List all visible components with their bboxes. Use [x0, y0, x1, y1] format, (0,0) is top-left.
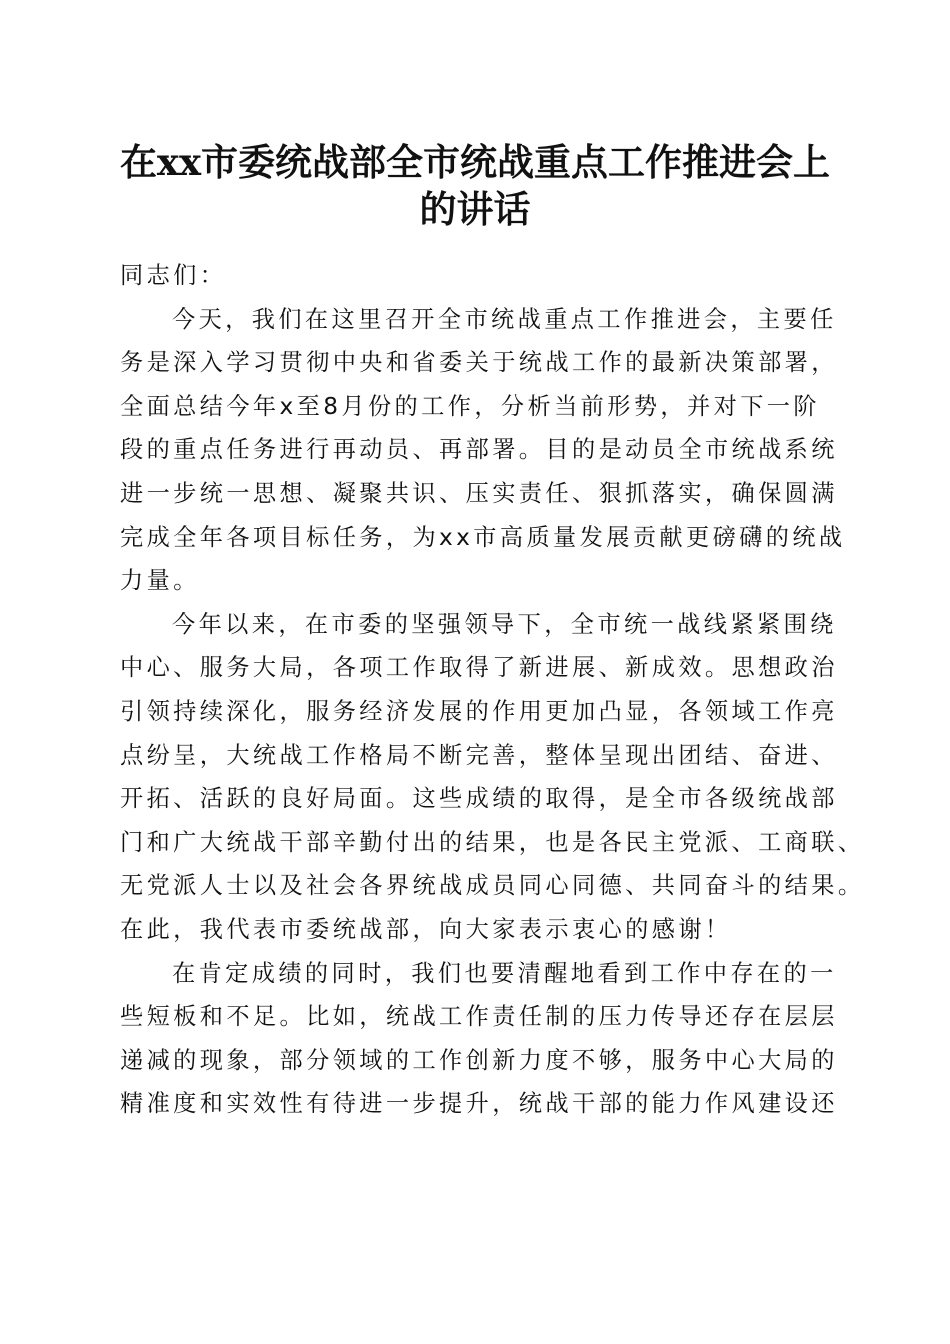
body-text-line: 进一步统一思想、凝聚共识、压实责任、狠抓落实，确保圆满 [120, 479, 838, 507]
body-text-line: 务是深入学习贯彻中央和省委关于统战工作的最新决策部署， [120, 349, 838, 377]
body-text-line: 今年以来，在市委的坚强领导下，全市统一战线紧紧围绕 [172, 610, 837, 638]
body-text-line: 开拓、活跃的良好局面。这些成绩的取得，是全市各级统战部 [120, 785, 838, 813]
body-text-line: 无党派人士以及社会各界统战成员同心同德、共同奋斗的结果。 [120, 872, 865, 900]
body-text-line: 些短板和不足。比如，统战工作责任制的压力传导还存在层层 [120, 1003, 838, 1031]
body-text-line: 段的重点任务进行再动员、再部署。目的是动员全市统战系统 [120, 436, 838, 464]
body-text-line: 点纷呈，大统战工作格局不断完善，整体呈现出团结、奋进、 [120, 741, 838, 769]
body-text-line: 精准度和实效性有待进一步提升，统战干部的能力作风建设还 [120, 1090, 838, 1118]
body-text-line: 中心、服务大局，各项工作取得了新进展、新成效。思想政治 [120, 654, 838, 682]
body-text-line: 力量。 [120, 567, 200, 595]
body-text-line: 在此，我代表市委统战部，向大家表示衷心的感谢！ [120, 915, 732, 943]
body-text-line: 全面总结今年x至8月份的工作，分析当前形势，并对下一阶 [120, 392, 820, 420]
body-text-line: 门和广大统战干部辛勤付出的结果，也是各民主党派、工商联、 [120, 828, 865, 856]
document-title-line-2: 的讲话 [419, 187, 531, 231]
body-text-line: 在肯定成绩的同时，我们也要清醒地看到工作中存在的一 [172, 959, 837, 987]
document-body [120, 254, 865, 1126]
salutation: 同志们： [120, 262, 227, 289]
body-text-line: 引领持续深化，服务经济发展的作用更加凸显，各领域工作亮 [120, 697, 838, 725]
body-paragraphs [120, 298, 865, 1126]
body-text-line: 递减的现象，部分领域的工作创新力度不够，服务中心大局的 [120, 1046, 838, 1074]
document-title-line-1: 在xx市委统战部全市统战重点工作推进会上 [119, 140, 831, 184]
body-text-line: 完成全年各项目标任务，为xx市高质量发展贡献更磅礴的统战 [120, 523, 846, 551]
body-text-line: 今天，我们在这里召开全市统战重点工作推进会，主要任 [172, 305, 837, 333]
